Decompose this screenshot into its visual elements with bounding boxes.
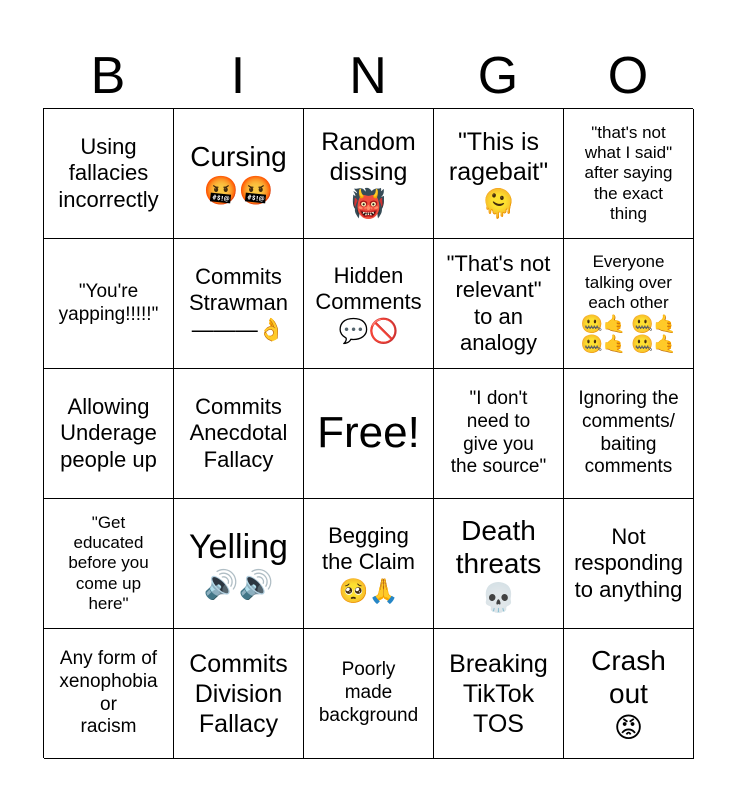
bingo-cell[interactable]: [174, 499, 304, 629]
cell-text: "I don't need to give you the source": [450, 387, 547, 478]
cell-text: Not responding to anything: [574, 523, 683, 602]
cell-text: "That's not relevant" to an analogy: [446, 250, 551, 355]
cursing-face-icon: 🤬🤬: [203, 173, 274, 207]
bingo-cell[interactable]: [174, 629, 304, 759]
cell-text: "Get educated before you come up here": [68, 512, 149, 614]
bingo-cell[interactable]: [304, 499, 434, 629]
cell-text: Everyone talking over each other: [585, 252, 672, 312]
skull-icon: 💀: [481, 580, 516, 614]
bingo-cell[interactable]: [174, 369, 304, 499]
cell-text: Crash out: [591, 644, 666, 710]
bingo-cell[interactable]: [44, 109, 174, 239]
bingo-cell[interactable]: [564, 499, 694, 629]
title-letter-n: N: [349, 47, 387, 105]
cell-text: Any form of xenophobia or racism: [59, 647, 158, 738]
cell-text: "You're yapping!!!!!": [58, 280, 159, 325]
cell-text: Yelling: [189, 527, 288, 566]
bingo-cell[interactable]: [564, 239, 694, 369]
bingo-cell[interactable]: [44, 239, 174, 369]
pleading-praying-icon: 🥺🙏: [338, 576, 399, 605]
bingo-cell[interactable]: [434, 369, 564, 499]
cell-text: Poorly made background: [318, 659, 419, 726]
cell-text: Ignoring the comments/ baiting comments: [578, 387, 679, 478]
bingo-cell[interactable]: [434, 499, 564, 629]
free-space-label: Free!: [317, 408, 420, 458]
cell-text: Begging the Claim: [322, 522, 415, 575]
title-letter-i: I: [230, 47, 246, 105]
melting-face-icon: 🫠: [481, 187, 516, 221]
bingo-cell[interactable]: [174, 109, 304, 239]
cell-text: Commits Strawman ———👌: [188, 263, 289, 342]
bingo-cell[interactable]: [304, 629, 434, 759]
cell-text: Cursing: [190, 141, 287, 173]
bingo-cell[interactable]: [304, 239, 434, 369]
bingo-cell[interactable]: [174, 239, 304, 369]
title-letter-g: G: [477, 47, 519, 105]
cell-text: Allowing Underage people up: [60, 393, 157, 472]
bingo-grid: [43, 108, 693, 758]
ogre-icon: 👹: [351, 187, 386, 221]
bingo-cell[interactable]: [564, 109, 694, 239]
bingo-cell[interactable]: [434, 239, 564, 369]
loudspeaker-icon: 🔊🔊: [203, 567, 274, 601]
cell-text: Commits Division Fallacy: [189, 649, 288, 738]
bingo-cell[interactable]: [44, 499, 174, 629]
zipper-mouth-call-me-icon: 🤐🤙 🤐🤙 🤐🤙 🤐🤙: [580, 314, 677, 356]
cell-text: Death threats: [455, 514, 542, 580]
cell-text: Breaking TikTok TOS: [449, 649, 548, 738]
bingo-cell[interactable]: [44, 369, 174, 499]
bingo-cell[interactable]: [434, 629, 564, 759]
bingo-cell-free[interactable]: [304, 369, 434, 499]
bingo-cell[interactable]: [434, 109, 564, 239]
angry-face-icon: 😡: [613, 710, 644, 744]
title-letter-o: O: [607, 47, 649, 105]
cell-text: "that's not what I said" after saying the exact thing: [584, 122, 673, 224]
cell-text: Commits Anecdotal Fallacy: [189, 393, 288, 472]
cell-text: Random dissing: [321, 128, 416, 187]
bingo-title: [43, 44, 693, 108]
title-letter-b: B: [90, 47, 126, 105]
bingo-cell[interactable]: [304, 109, 434, 239]
bingo-cell[interactable]: [564, 629, 694, 759]
cell-text: Using fallacies incorrectly: [58, 133, 159, 212]
cell-text: "This is ragebait": [448, 128, 549, 187]
bingo-cell[interactable]: [564, 369, 694, 499]
cell-text: Hidden Comments: [315, 262, 422, 315]
speech-bubble-prohibited-icon: 💬🚫: [338, 316, 399, 345]
bingo-cell[interactable]: [44, 629, 174, 759]
